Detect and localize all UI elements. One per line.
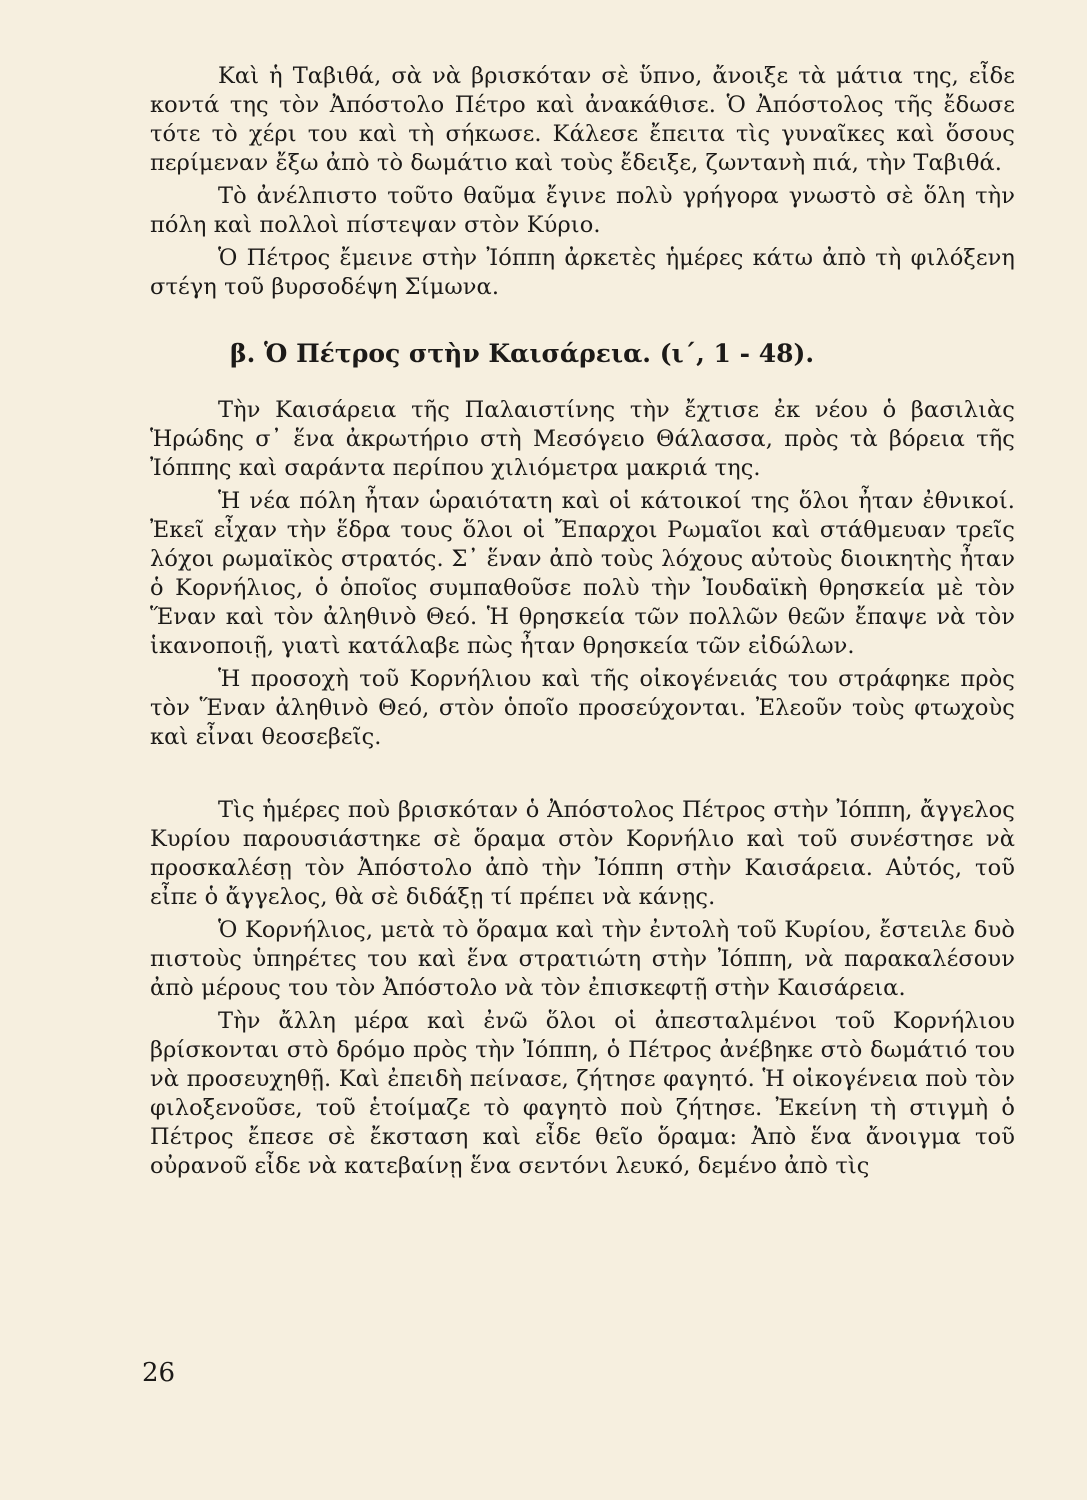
paragraph-miracle-known: Τὸ ἀνέλπιστο τοῦτο θαῦμα ἔγινε πολὺ γρήγορα γνωστὸ σὲ ὅλη τὴν πόλη καὶ πολλοὶ πίστεψαν στὸν Κύριο. [150,183,1015,238]
paragraph-tabitha-awakens: Καὶ ἡ Ταβιθά, σὰ νὰ βρισκόταν σὲ ὕπνο, ἄνοιξε τὰ μάτια της, εἶδε κοντά της τὸν Ἀπόστολο Πέτρο καὶ ἀνακάθισε. Ὁ Ἀπόστολος τῆς ἔδωσε τότε τὸ χέρι του καὶ τὴ σήκωσε. Κάλεσε ἔπειτα τὶς γυναῖκες καὶ ὅσους περίμεναν ἔξω ἀπὸ τὸ δωμάτιο καὶ τοὺς ἔδειξε, ζωντανὴ πιά, τὴν Ταβιθά. [150,63,1015,176]
page-number: 26 [142,1358,176,1388]
paragraph-cornelius-faith: Ἡ προσοχὴ τοῦ Κορνήλιου καὶ τῆς οἰκογένειάς του στράφηκε πρὸς τὸν Ἕναν ἀληθινὸ Θεό, στὸν ὁποῖο προσεύχονται. Ἐλεοῦν τοὺς φτωχοὺς καὶ εἶναι θεοσεβεῖς. [150,666,1015,750]
paragraph-peter-vision: Τὴν ἄλλη μέρα καὶ ἐνῶ ὅλοι οἱ ἀπεσταλμένοι τοῦ Κορνήλιου βρίσκονται στὸ δρόμο πρὸς τὴν Ἰόππη, ὁ Πέτρος ἀνέβηκε στὸ δωμάτιό του νὰ προσευχηθῇ. Καὶ ἐπειδὴ πείνασε, ζήτησε φαγητό. Ἡ οἰκογένεια ποὺ τὸν φιλοξενοῦσε, τοῦ ἑτοίμαζε τὸ φαγητὸ ποὺ ζήτησε. Ἐκείνη τὴ στιγμὴ ὁ Πέτρος ἔπεσε σὲ ἔκσταση καὶ εἶδε θεῖο ὅραμα: Ἀπὸ ἕνα ἄνοιγμα τοῦ οὐρανοῦ εἶδε νὰ κατεβαίνῃ ἕνα σεντόνι λευκό, δεμένο ἀπὸ τὶς [150,1008,1015,1179]
section-heading: β. Ὁ Πέτρος στὴν Καισάρεια. (ι΄, 1 - 48). [230,339,815,368]
paragraph-caesarea-founding: Τὴν Καισάρεια τῆς Παλαιστίνης τὴν ἔχτισε ἐκ νέου ὁ βασιλιὰς Ἡρώδης σ᾿ ἕνα ἀκρωτήριο στὴ Μεσόγειο Θάλασσα, πρὸς τὰ βόρεια τῆς Ἰόππης καὶ σαράντα περίπου χιλιόμετρα μακριά της. [150,397,1015,481]
paragraph-angel-vision: Τὶς ἡμέρες ποὺ βρισκόταν ὁ Ἀπόστολος Πέτρος στὴν Ἰόππη, ἄγγελος Κυρίου παρουσιάστηκε σὲ ὅραμα στὸν Κορνήλιο καὶ τοῦ συνέστησε νὰ προσκαλέσῃ τὸν Ἀπόστολο ἀπὸ τὴν Ἰόππη στὴν Καισάρεια. Αὐτός, τοῦ εἶπε ὁ ἄγγελος, θὰ σὲ διδάξῃ τί πρέπει νὰ κάνῃς. [150,797,1015,910]
paragraph-gap [150,756,1015,796]
page-body [150,62,1015,1185]
paragraph-messengers-sent: Ὁ Κορνήλιος, μετὰ τὸ ὅραμα καὶ τὴν ἐντολὴ τοῦ Κυρίου, ἔστειλε δυὸ πιστοὺς ὑπηρέτες του καὶ ἕνα στρατιώτη στὴν Ἰόππη, νὰ παρακαλέσουν ἀπὸ μέρους του τὸν Ἀπόστολο νὰ τὸν ἐπισκεφτῇ στὴν Καισάρεια. [150,917,1015,1001]
paragraph-peter-stays-joppa: Ὁ Πέτρος ἔμεινε στὴν Ἰόππη ἀρκετὲς ἡμέρες κάτω ἀπὸ τὴ φιλόξενη στέγη τοῦ βυρσοδέψη Σίμωνα. [150,245,1015,300]
paragraph-cornelius-intro: Ἡ νέα πόλη ἦταν ὡραιότατη καὶ οἱ κάτοικοί της ὅλοι ἦταν ἐθνικοί. Ἐκεῖ εἶχαν τὴν ἕδρα τους ὅλοι οἱ Ἔπαρχοι Ρωμαῖοι καὶ στάθμευαν τρεῖς λόχοι ρωμαϊκὸς στρατός. Σ᾿ ἕναν ἀπὸ τοὺς λόχους αὐτοὺς διοικητὴς ἦταν ὁ Κορνήλιος, ὁ ὁποῖος συμπαθοῦσε πολὺ τὴν Ἰουδαϊκὴ θρησκεία μὲ τὸν Ἕναν καὶ τὸν ἀληθινὸ Θεό. Ἡ θρησκεία τῶν πολλῶν θεῶν ἔπαψε νὰ τὸν ἱκανοποιῇ, γιατὶ κατάλαβε πὼς ἦταν θρησκεία τῶν εἰδώλων. [150,488,1015,659]
